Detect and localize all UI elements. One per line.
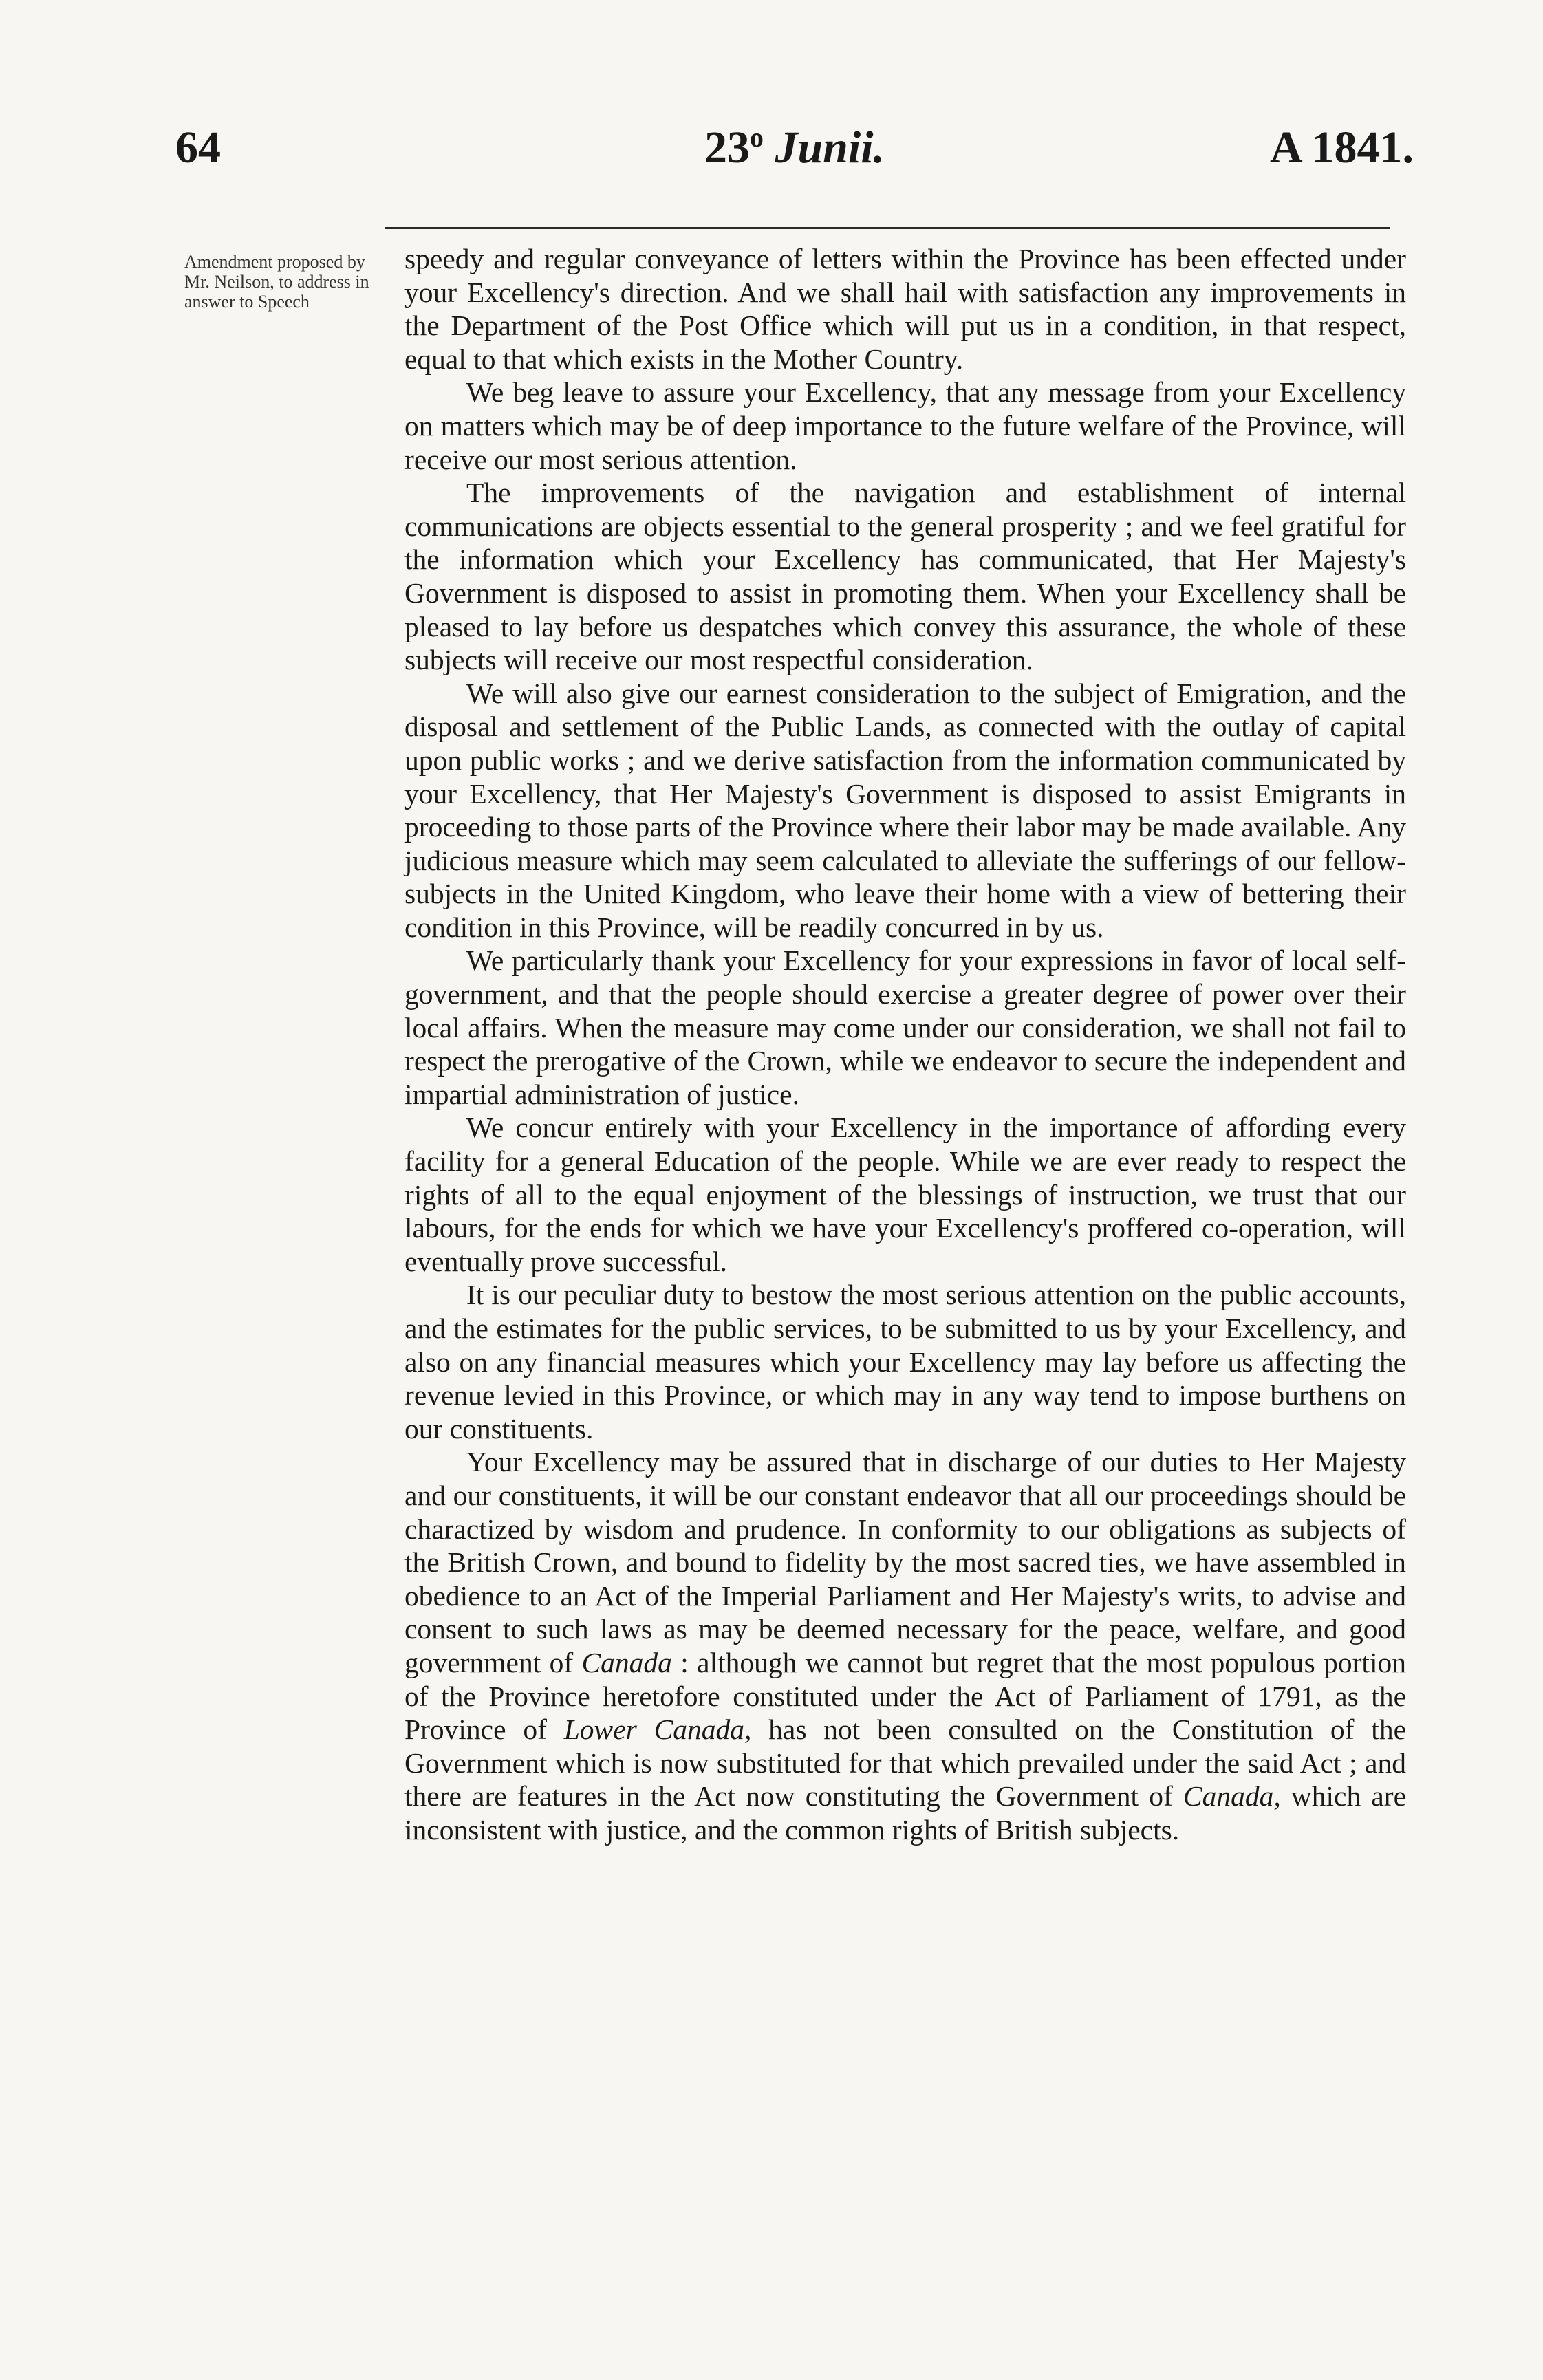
place-name: Canada xyxy=(581,1646,672,1678)
place-name: Canada, xyxy=(1183,1780,1281,1813)
paragraph-last xyxy=(404,1445,1406,1846)
paragraph: We beg leave to assure your Excellency, that any message from your Excellency on matters which may be of deep importance to the future welfare of the Province, will receive our most serious attention. xyxy=(404,376,1406,475)
margin-note: Amendment proposed by Mr. Neilson, to address in answer to Speech xyxy=(184,252,369,312)
header-year: A 1841. xyxy=(1269,122,1414,173)
text-run: Your Excellency may be assured that in discharge of our duties to Her Majesty and our constituents, it will be our constant endeavor that all our proceedings should be charactized by wisdom and prudence. In conformity to our obligations as subjects of the British Crown, and bound to fidelity by the most sacred ties, we have assembled in obedience to an Act of the Imperial Parliament and Her Majesty's writs, to advise and consent to such laws as may be deemed necessary for the peace, welfare, and good government of xyxy=(404,1446,1406,1678)
paragraph: We will also give our earnest consideration to the subject of Emigration, and the disposal and settlement of the Public Lands, as connected with the outlay of capital upon public works ; and we derive satisfaction from the information communicated by your Excellency, that Her Majesty's Government is disposed to assist Emigrants in proceeding to those parts of the Province where their labor may be made available. Any judicious measure which may seem calculated to alleviate the sufferings of our fellow-subjects in the United Kingdom, who leave their home with a view of bettering their condition in this Province, will be readily concurred in by us. xyxy=(404,677,1406,943)
paragraph: speedy and regular conveyance of letters within the Province has been effected under your Excellency's direction. And we shall hail with satisfaction any improvements in the Department of the Post Office which will put us in a condition, in that respect, equal to that which exists in the Mother Country. xyxy=(404,243,1406,375)
paragraph: The improvements of the navigation and establishment of internal communications are objects essential to the general prosperity ; and we feel gratiful for the information which your Excellency has communicated, that Her Majesty's Government is disposed to assist in promoting them. When your Excellency shall be pleased to lay before us despatches which convey this assurance, the whole of these subjects will receive our most respectful consideration. xyxy=(404,477,1406,676)
place-name: Lower Canada, xyxy=(563,1713,752,1746)
text-run: : although we cannot but regret that the most populous portion of the Province heretofore constituted under the Act of Parliament of 1791, as the Province of xyxy=(404,1646,1406,1746)
header-rule xyxy=(385,227,1390,229)
date-ordinal: o xyxy=(749,122,764,153)
text-run: which are inconsistent with justice, and the common rights of British subjects. xyxy=(404,1780,1406,1846)
header-date xyxy=(704,120,885,175)
paragraph: We particularly thank your Excellency for your expressions in favor of local self-government, and that the people should exercise a greater degree of power over their local affairs. When the measure may come under our consideration, we shall not fail to respect the prerogative of the Crown, while we endeavor to secure the independent and impartial administration of justice. xyxy=(404,944,1406,1110)
page-number: 64 xyxy=(175,122,221,173)
body-text xyxy=(404,242,1406,1847)
text-run: has not been consulted on the Constitution of the Government which is now substituted for that which prevailed under the said Act ; and there are features in the Act now constituting the Government of xyxy=(404,1713,1406,1813)
paragraph: We concur entirely with your Excellency in the importance of affording every facility for a general Education of the people. While we are ever ready to respect the rights of all to the equal enjoyment of the blessings of instruction, we trust that our labours, for the ends for which we have your Excellency's proffered co-operation, will eventually prove successful. xyxy=(404,1112,1406,1277)
paragraph: It is our peculiar duty to bestow the most serious attention on the public accounts, and the estimates for the public services, to be submitted to us by your Excellency, and also on any financial measures which your Excellency may lay before us affecting the revenue levied in this Province, or which may in any way tend to impose burthens on our constituents. xyxy=(404,1279,1406,1445)
date-day: 23 xyxy=(704,122,750,173)
page-header xyxy=(175,120,1414,175)
date-month: Junii. xyxy=(775,122,885,173)
